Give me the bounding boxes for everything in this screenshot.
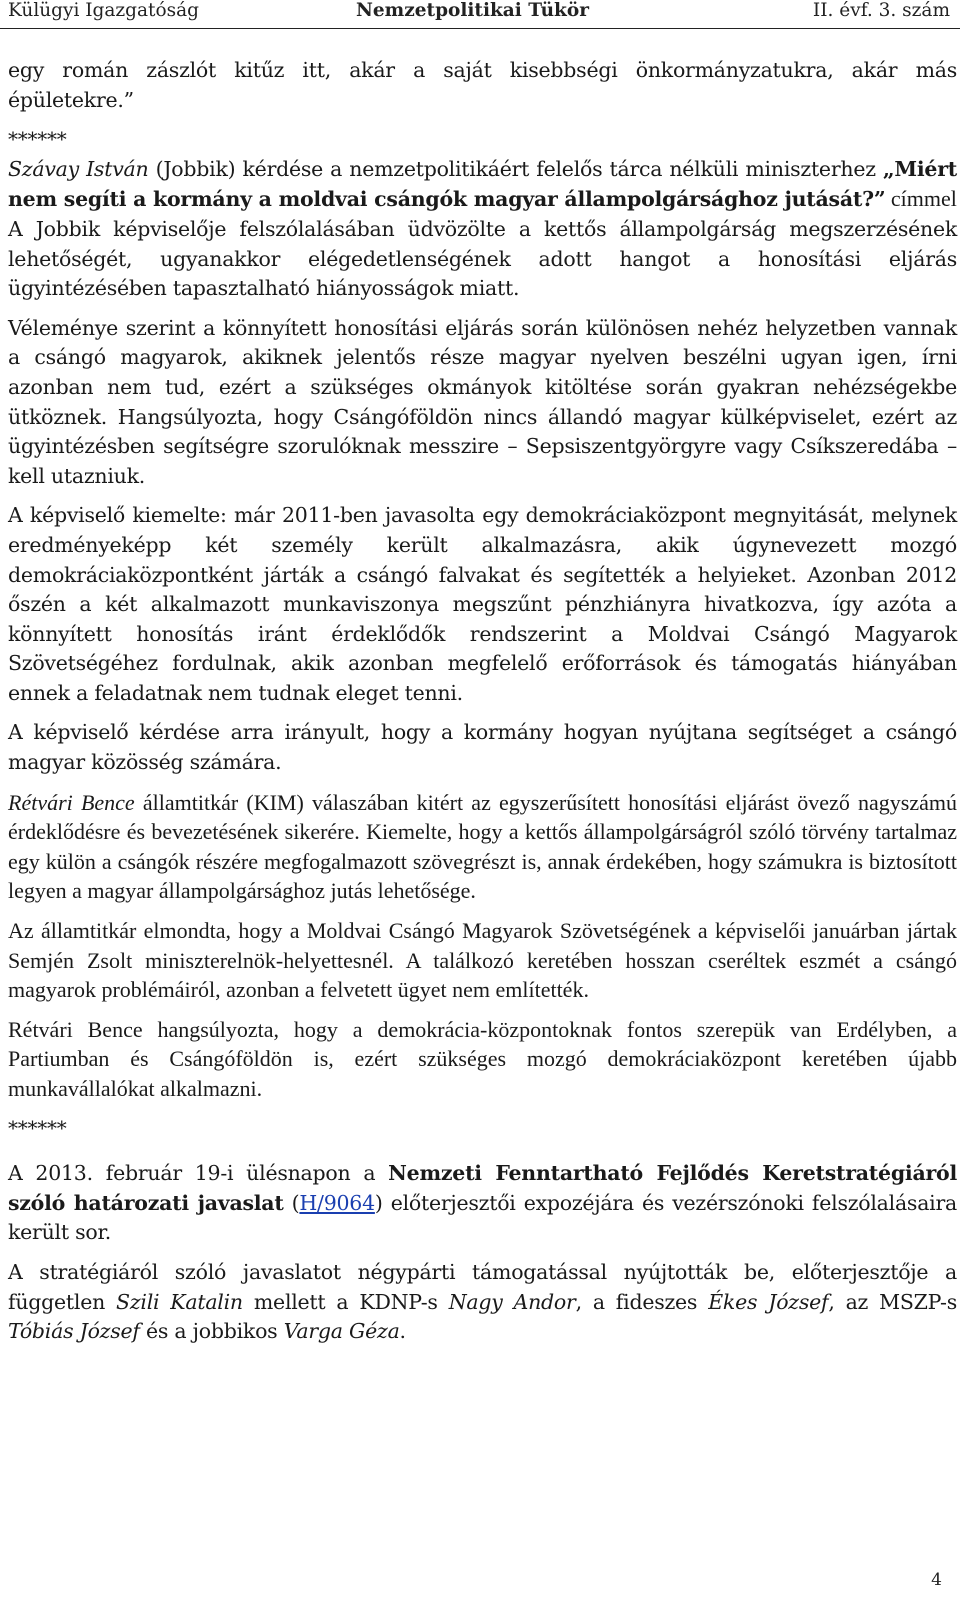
sponsors-text: mellett a KDNP-s <box>242 1289 449 1314</box>
document-body <box>8 56 957 1357</box>
page-number: 4 <box>931 1570 942 1590</box>
sponsors-text: , a fideszes <box>575 1289 709 1314</box>
paragraph-session <box>8 1159 957 1248</box>
question-heading <box>8 155 957 215</box>
person-name: Szili Katalin <box>116 1289 243 1314</box>
paragraph: Rétvári Bence hangsúlyozta, hogy a demokrácia-központoknak fontos szerepük van Erdélyben, a Partiumban és Csángóföldön is, ezért szükséges mozgó demokráciaközpont keretében újabb munkavállalókat alkalmazni. <box>8 1016 957 1101</box>
section-separator: ****** <box>8 127 67 152</box>
speaker-name: Rétvári Bence <box>8 789 135 815</box>
question-intro: (Jobbik) kérdése a nemzetpolitikáért felelős tárca nélküli miniszterhez <box>148 156 883 181</box>
sponsors-text: és a jobbikos <box>139 1319 284 1344</box>
paren-open: ( <box>283 1190 300 1215</box>
answer-text: államtitkár (KIM) válaszában kitért az egyszerűsített honosítási eljárást övező nagyszámú érdeklődésre és bevezetésének sikerére. Kiemelte, hogy a kettős állampolgárságról szóló törvény tartalmaz egy külön a csángók részére megfogalmazott szövegrészt is, annak érdekében, hogy számukra is biztosított legyen a magyar állampolgársághoz jutás lehetősége. <box>8 789 957 904</box>
question-title: „Miért nem segíti a kormány a moldvai csángók magyar állampolgársághoz jutását?” <box>8 156 957 212</box>
person-name: Tóbiás József <box>8 1319 140 1344</box>
question-outro: címmel <box>885 186 957 212</box>
resolution-title: Nemzeti Fenntartható Fejlődés Keretstratégiáról szóló határozati javaslat <box>8 1161 957 1215</box>
paragraph: Véleménye szerint a könnyített honosítási eljárás során különösen nehéz helyzetben vannak a csángó magyarok, akiknek jelentős része magyar nyelven beszélni ugyan igen, írni azonban nem tud, ezért a szükséges okmányok kitöltése során gyakran nehézségekbe ütköznek. Hangsúlyozta, hogy Csángóföldön nincs állandó magyar külképviselet, ezért az ügyintézésben segítségre szorulóknak messzire – Sepsiszentgyörgyre vagy Csíkszeredába – kell utazniuk. <box>8 315 957 488</box>
section-separator: ****** <box>8 1115 67 1140</box>
person-name: Ékes József <box>708 1289 829 1314</box>
session-outro: ) előterjesztői expozéjára és vezérszónoki felszólalásaira került sor. <box>8 1190 957 1245</box>
bill-number-link[interactable]: H/9064 <box>299 1190 375 1215</box>
paragraph: A Jobbik képviselője felszólalásában üdvözölte a kettős állampolgárság megszerzésének lehetőségét, ugyanakkor elégedetlenségének adott hangot a honosítási eljárás ügyintézésében tapasztalható hiányosságok miatt. <box>8 216 957 301</box>
sponsors-text: . <box>399 1319 406 1344</box>
session-intro: A 2013. február 19-i ülésnapon a <box>8 1161 389 1186</box>
paragraph-sponsors <box>8 1258 957 1347</box>
running-header <box>0 0 960 29</box>
person-name: Nagy Andor <box>448 1289 576 1314</box>
paragraph-continuation: egy román zászlót kitűz itt, akár a saját kisebbségi önkormányzatukra, akár más épületekre.” <box>8 58 957 112</box>
paragraph: Az államtitkár elmondta, hogy a Moldvai Csángó Magyarok Szövetségének a képviselői januárban jártak Semjén Zsolt miniszterelnök-helyettesnél. A találkozó keretében hosszan cseréltek eszmét a csángó magyarok problémáiról, azonban a felvetett ügyet nem említették. <box>8 918 957 1003</box>
header-publication-title: Nemzetpolitikai Tükör <box>356 0 589 21</box>
person-name: Varga Géza <box>283 1319 400 1344</box>
paragraph: A képviselő kiemelte: már 2011-ben javasolta egy demokráciaközpont megnyitását, melynek eredményeképp két személy került alkalmazásra, akik úgynevezett mozgó demokráciaközpontként járták a csángó falvakat és segítették a helyieket. Azonban 2012 őszén a két alkalmazott munkaviszonya megszűnt pénzhiányra hivatkozva, így azóta a könnyített honosítás iránt érdeklődők rendszerint a Moldvai Csángó Magyarok Szövetségéhez fordulnak, akik azonban megfelelő erőforrások és támogatás hiányában ennek a feladatnak nem tudnak eleget tenni. <box>8 503 957 705</box>
header-department: Külügyi Igazgatóság <box>8 0 199 21</box>
header-issue: II. évf. 3. szám <box>812 0 950 21</box>
speaker-name: Szávay István <box>8 156 149 181</box>
sponsors-text: A stratégiáról szóló javaslatot négypárti támogatással nyújtották be, előterjesztője a független <box>8 1259 957 1314</box>
paragraph: A képviselő kérdése arra irányult, hogy a kormány hogyan nyújtana segítséget a csángó magyar közösség számára. <box>8 720 957 775</box>
paragraph-answer <box>8 788 957 906</box>
sponsors-text: , az MSZP-s <box>828 1289 958 1314</box>
